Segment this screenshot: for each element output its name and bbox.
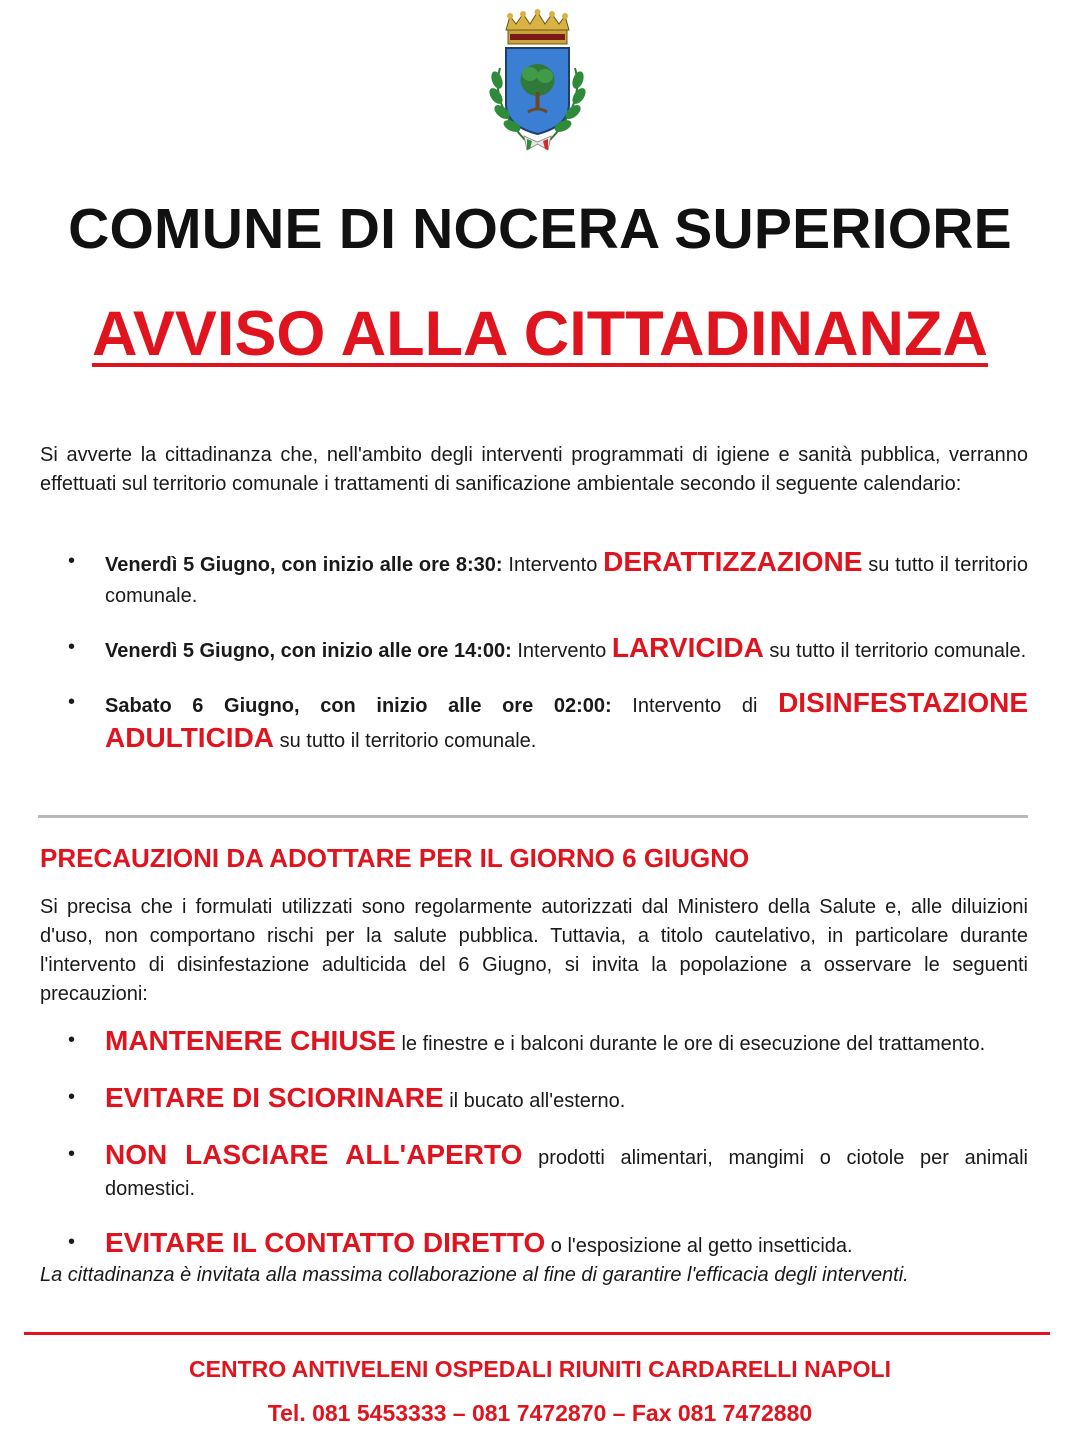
schedule-item: • Venerdì 5 Giugno, con inizio alle ore 14:00: Intervento LARVICIDA su tutto il territorio comunale. <box>68 632 1027 663</box>
precaution-text: il bucato all'esterno. <box>449 1090 626 1112</box>
footer-phone-numbers: Tel. 081 5453333 – 081 7472870 – Fax 081 7472880 <box>267 1400 813 1426</box>
schedule-pre: Intervento di <box>632 695 758 717</box>
bullet-icon: • <box>68 636 76 658</box>
precaution-text: prodotti alimentari, mangimi o ciotole per animali domestici. <box>105 1147 1028 1200</box>
coat-of-arms-emblem <box>480 8 595 156</box>
bullet-icon: • <box>68 691 76 713</box>
notice-heading <box>0 298 1080 370</box>
page-title: COMUNE DI NOCERA SUPERIORE <box>68 197 1012 261</box>
ribbon-icon <box>524 136 551 150</box>
schedule-list <box>40 546 1028 777</box>
schedule-when: Venerdì 5 Giugno, con inizio alle ore 8:30 <box>105 554 496 576</box>
schedule-post: su tutto il territorio comunale. <box>769 640 1027 662</box>
schedule-item: • Venerdì 5 Giugno, con inizio alle ore 8:30: Intervento DERATTIZZAZIONE su tutto il territorio comunale. <box>68 546 1028 607</box>
precaution-item <box>40 1025 1028 1060</box>
schedule-pre: Intervento <box>517 640 607 662</box>
crown-icon <box>506 9 569 44</box>
schedule-highlight: LARVICIDA <box>611 632 764 663</box>
footer-center-name: CENTRO ANTIVELENI OSPEDALI RIUNITI CARDARELLI NAPOLI <box>189 1356 891 1382</box>
schedule-item: • Sabato 6 Giugno, con inizio alle ore 02:00: Intervento di DISINFESTAZIONE ADULTICIDA su tutto il territorio comunale. <box>68 687 1028 753</box>
bullet-icon: • <box>68 1029 76 1051</box>
notice-heading-text: AVVISO ALLA CITTADINANZA <box>92 299 988 369</box>
bullet-icon: • <box>68 1086 76 1108</box>
precautions-title: PRECAUZIONI DA ADOTTARE PER IL GIORNO 6 GIUGNO <box>40 843 750 873</box>
precaution-item <box>40 1082 1028 1117</box>
precaution-highlight: EVITARE IL CONTATTO DIRETTO <box>105 1227 546 1258</box>
schedule-highlight: DERATTIZZAZIONE <box>603 546 863 577</box>
schedule-when: Sabato 6 Giugno, con inizio alle ore 02:00 <box>105 695 605 717</box>
closing-note: La cittadinanza è invitata alla massima collaborazione al fine di garantire l'efficacia degli interventi. <box>40 1264 909 1286</box>
precautions-intro-section <box>40 893 1028 1009</box>
precautions-intro: Si precisa che i formulati utilizzati sono regolarmente autorizzati dal Ministero della Salute e, alle diluizioni d'uso, non comportano rischi per la salute pubblica. Tuttavia, a titolo cautelativo, in particolare durante l'intervento di disinfestazione adulticida del 6 Giugno, si invita la popolazione a osservare le seguenti precauzioni: <box>40 896 1028 1005</box>
shield-icon <box>506 48 569 134</box>
bullet-icon: • <box>68 1231 76 1253</box>
schedule-post: su tutto il territorio comunale. <box>279 730 537 752</box>
section-divider <box>38 815 1028 818</box>
bullet-icon: • <box>68 1143 76 1165</box>
intro-paragraph: Si avverte la cittadinanza che, nell'ambito degli interventi programmati di igiene e sanità pubblica, verranno effettuati sul territorio comunale i trattamenti di sanificazione ambientale secondo il seguente calendario: <box>40 444 1028 495</box>
precautions-list <box>40 1025 1028 1284</box>
intro-section <box>40 441 1028 499</box>
precaution-text: o l'esposizione al getto insetticida. <box>550 1235 853 1257</box>
schedule-when: Venerdì 5 Giugno, con inizio alle ore 14:00 <box>105 640 506 662</box>
schedule-highlight: DISINFESTAZIONE ADULTICIDA <box>105 687 1028 753</box>
precaution-highlight: NON LASCIARE ALL'APERTO <box>105 1139 523 1170</box>
precaution-highlight: MANTENERE CHIUSE <box>105 1025 396 1056</box>
bullet-icon: • <box>68 550 76 572</box>
precaution-highlight: EVITARE DI SCIORINARE <box>105 1082 444 1113</box>
precaution-item <box>40 1227 1028 1262</box>
precaution-text: le finestre e i balconi durante le ore di esecuzione del trattamento. <box>401 1033 986 1055</box>
schedule-pre: Intervento <box>508 554 598 576</box>
precaution-item <box>40 1139 1028 1205</box>
footer-divider <box>24 1332 1050 1335</box>
schedule-post: su tutto il territorio comunale. <box>105 554 1028 607</box>
